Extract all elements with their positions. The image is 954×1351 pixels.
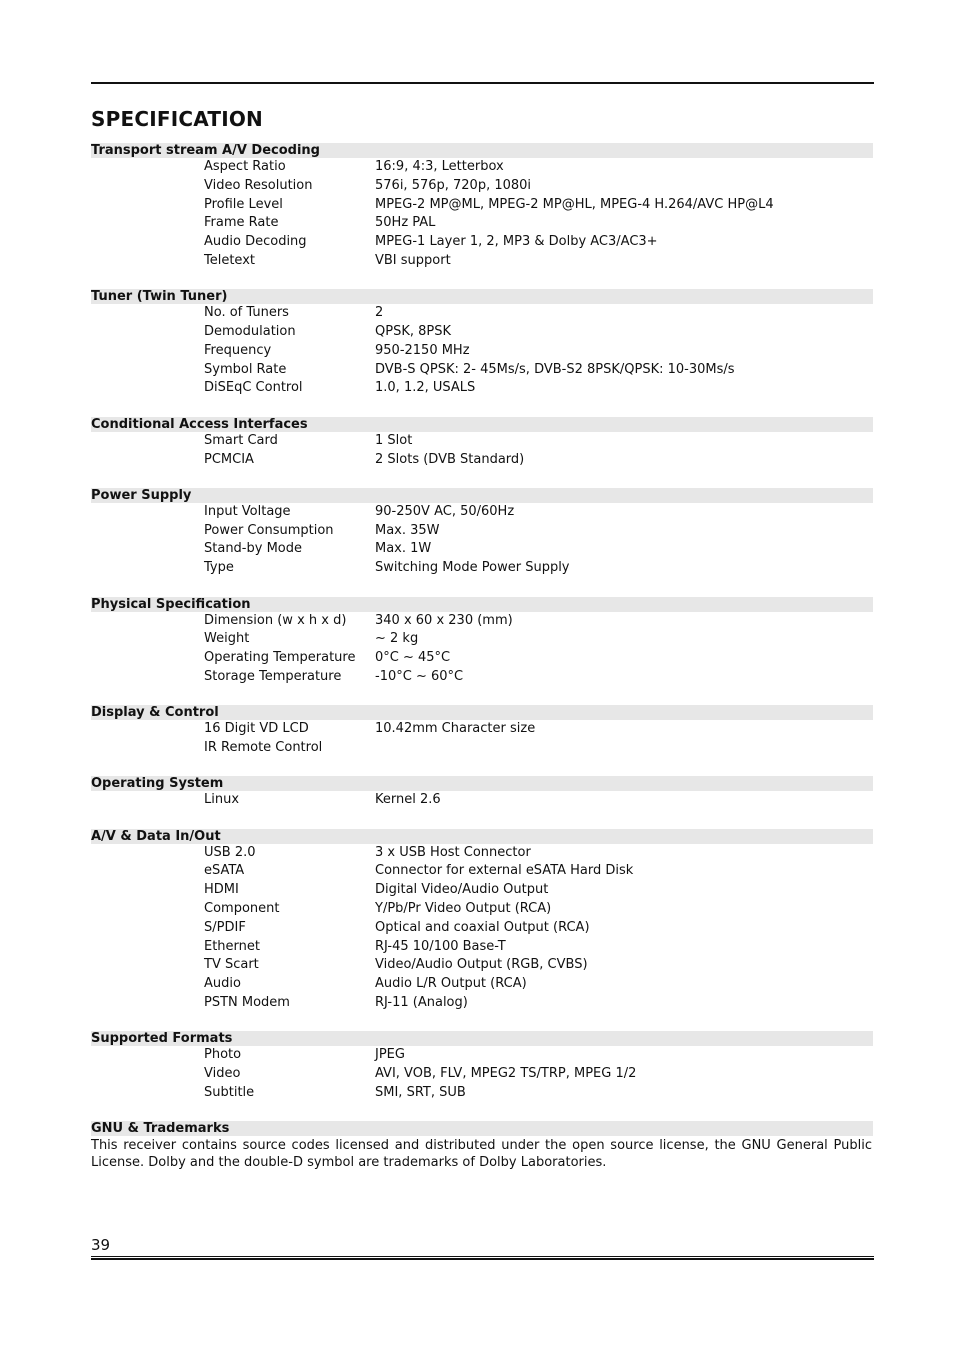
- spec-label: Linux: [204, 792, 240, 808]
- spec-value: RJ-11 (Analog): [375, 995, 468, 1010]
- spec-row: [91, 304, 873, 323]
- spec-value: 2: [375, 305, 384, 321]
- spec-label: Symbol Rate: [204, 361, 287, 377]
- spec-value: SMI, SRT, SUB: [375, 1084, 466, 1100]
- section-spacer: [91, 810, 873, 829]
- section-heading: Operating System: [91, 776, 873, 791]
- spec-row: [91, 522, 873, 541]
- spec-row: [91, 1065, 873, 1084]
- spec-value: Connector for external eSATA Hard Disk: [375, 863, 634, 879]
- specification-table: [91, 143, 873, 1171]
- spec-value: RJ-45 10/100 Base-T: [375, 938, 506, 954]
- gnu-heading: GNU & Trademarks: [91, 1121, 873, 1136]
- gnu-paragraph: This receiver contains source codes licensed and distributed under the open source license, the GNU General Public License. Dolby and the double-D symbol are trademarks of Dolby Laboratories.: [91, 1138, 872, 1170]
- spec-label: Video: [204, 1066, 241, 1082]
- spec-value: Audio L/R Output (RCA): [375, 976, 527, 992]
- top-rule: [91, 82, 874, 84]
- bottom-rule: [91, 1256, 874, 1257]
- spec-label: PCMCIA: [204, 451, 254, 467]
- spec-value: Digital Video/Audio Output: [375, 882, 549, 898]
- spec-value: QPSK, 8PSK: [375, 324, 452, 340]
- spec-row: [91, 1084, 873, 1103]
- spec-label: Ethernet: [204, 938, 260, 954]
- spec-value: Video/Audio Output (RGB, CVBS): [375, 957, 588, 973]
- section-heading: Tuner (Twin Tuner): [91, 289, 873, 304]
- spec-section: [91, 1031, 873, 1121]
- spec-label: Storage Temperature: [204, 668, 342, 684]
- spec-label: USB 2.0: [204, 844, 256, 860]
- section-spacer: [91, 398, 873, 417]
- spec-label: Frame Rate: [204, 215, 279, 231]
- spec-row: [91, 612, 873, 631]
- spec-value: ~ 2 kg: [375, 631, 419, 647]
- spec-row: [91, 739, 873, 758]
- spec-value: MPEG-2 MP@ML, MPEG-2 MP@HL, MPEG-4 H.264/AVC HP@L4: [375, 196, 774, 212]
- spec-row: [91, 451, 873, 470]
- section-heading: Physical Specification: [91, 597, 873, 612]
- spec-row: [91, 540, 873, 559]
- spec-row: [91, 432, 873, 451]
- section-heading: Conditional Access Interfaces: [91, 417, 873, 432]
- spec-value: -10°C ~ 60°C: [375, 668, 464, 684]
- spec-row: [91, 323, 873, 342]
- spec-label: DiSEqC Control: [204, 380, 303, 396]
- section-heading: A/V & Data In/Out: [91, 829, 873, 844]
- section-heading: Power Supply: [91, 488, 873, 503]
- spec-value: Switching Mode Power Supply: [375, 560, 570, 576]
- spec-value: Kernel 2.6: [375, 792, 441, 808]
- section-heading: Display & Control: [91, 705, 873, 720]
- spec-row: [91, 900, 873, 919]
- spec-label: IR Remote Control: [204, 740, 323, 756]
- spec-row: [91, 342, 873, 361]
- section-spacer: [91, 578, 873, 597]
- spec-label: Teletext: [204, 252, 255, 268]
- spec-value: 1 Slot: [375, 432, 413, 448]
- spec-section: [91, 705, 873, 776]
- spec-label: Video Resolution: [204, 177, 313, 193]
- section-spacer: [91, 469, 873, 488]
- spec-value: 340 x 60 x 230 (mm): [375, 612, 513, 628]
- spec-section: [91, 417, 873, 488]
- spec-label: Power Consumption: [204, 522, 334, 538]
- spec-value: Max. 35W: [375, 522, 440, 538]
- spec-value: 576i, 576p, 720p, 1080i: [375, 177, 532, 193]
- spec-value: 0°C ~ 45°C: [375, 650, 451, 666]
- section-spacer: [91, 758, 873, 777]
- spec-label: Type: [204, 560, 234, 576]
- spec-label: PSTN Modem: [204, 995, 290, 1010]
- spec-row: [91, 196, 873, 215]
- spec-row: [91, 361, 873, 380]
- spec-label: Profile Level: [204, 196, 283, 212]
- spec-row: [91, 791, 873, 810]
- spec-value: DVB-S QPSK: 2- 45Ms/s, DVB-S2 8PSK/QPSK: 10-30Ms/s: [375, 361, 735, 377]
- spec-row: [91, 630, 873, 649]
- spec-row: [91, 177, 873, 196]
- section-heading: Supported Formats: [91, 1031, 873, 1046]
- page-number: 39: [91, 1236, 111, 1254]
- spec-label: Audio: [204, 976, 241, 992]
- spec-label: HDMI: [204, 882, 239, 898]
- spec-value: 1.0, 1.2, USALS: [375, 380, 476, 396]
- spec-value: Y/Pb/Pr Video Output (RCA): [375, 901, 552, 917]
- section-spacer: [91, 271, 873, 290]
- spec-label: Photo: [204, 1047, 242, 1063]
- spec-value: 50Hz PAL: [375, 215, 436, 231]
- spec-value: Optical and coaxial Output (RCA): [375, 919, 590, 935]
- spec-row: [91, 844, 873, 863]
- page-title: SPECIFICATION: [91, 107, 263, 131]
- spec-label: Audio Decoding: [204, 234, 307, 250]
- spec-label: Aspect Ratio: [204, 159, 286, 174]
- gnu-section: [91, 1121, 873, 1171]
- spec-label: Weight: [204, 631, 250, 647]
- spec-label: Dimension (w x h x d): [204, 612, 347, 628]
- spec-label: Operating Temperature: [204, 650, 356, 666]
- spec-value: AVI, VOB, FLV, MPEG2 TS/TRP, MPEG 1/2: [375, 1066, 637, 1082]
- spec-label: Frequency: [204, 342, 272, 358]
- section-heading: Transport stream A/V Decoding: [91, 143, 873, 158]
- spec-row: [91, 559, 873, 578]
- spec-value: 2 Slots (DVB Standard): [375, 451, 525, 467]
- spec-value: 16:9, 4:3, Letterbox: [375, 159, 504, 174]
- spec-label: S/PDIF: [204, 919, 246, 935]
- spec-section: [91, 776, 873, 828]
- spec-row: [91, 649, 873, 668]
- spec-value: 950-2150 MHz: [375, 342, 470, 358]
- spec-label: eSATA: [204, 863, 245, 879]
- spec-label: 16 Digit VD LCD: [204, 721, 309, 737]
- spec-section: [91, 143, 873, 289]
- spec-section: [91, 488, 873, 597]
- section-spacer: [91, 1103, 873, 1122]
- section-spacer: [91, 687, 873, 706]
- spec-row: [91, 938, 873, 957]
- spec-label: No. of Tuners: [204, 305, 289, 321]
- spec-row: [91, 503, 873, 522]
- spec-row: [91, 214, 873, 233]
- spec-row: [91, 233, 873, 252]
- spec-value: MPEG-1 Layer 1, 2, MP3 & Dolby AC3/AC3+: [375, 234, 658, 250]
- spec-value: VBI support: [375, 252, 451, 268]
- section-spacer: [91, 1013, 873, 1032]
- spec-section: [91, 829, 873, 1032]
- spec-row: [91, 862, 873, 881]
- spec-row: [91, 994, 873, 1013]
- spec-label: Component: [204, 901, 280, 917]
- spec-row: [91, 881, 873, 900]
- spec-row: [91, 975, 873, 994]
- spec-label: Smart Card: [204, 432, 278, 448]
- spec-label: Subtitle: [204, 1084, 255, 1100]
- spec-row: [91, 668, 873, 687]
- spec-row: [91, 919, 873, 938]
- spec-row: [91, 956, 873, 975]
- spec-value: 3 x USB Host Connector: [375, 844, 531, 860]
- spec-label: Stand-by Mode: [204, 541, 302, 557]
- bottom-rule-thick: [91, 1258, 874, 1260]
- spec-value: 10.42mm Character size: [375, 721, 536, 737]
- spec-value: Max. 1W: [375, 541, 432, 557]
- spec-row: [91, 379, 873, 398]
- spec-section: [91, 289, 873, 416]
- spec-row: [91, 252, 873, 271]
- spec-row: [91, 720, 873, 739]
- spec-section: [91, 597, 873, 706]
- spec-row: [91, 1046, 873, 1065]
- spec-label: TV Scart: [204, 957, 259, 973]
- spec-value: 90-250V AC, 50/60Hz: [375, 503, 515, 519]
- spec-row: [91, 158, 873, 177]
- spec-label: Input Voltage: [204, 503, 291, 519]
- spec-label: Demodulation: [204, 324, 296, 340]
- spec-value: JPEG: [375, 1047, 405, 1063]
